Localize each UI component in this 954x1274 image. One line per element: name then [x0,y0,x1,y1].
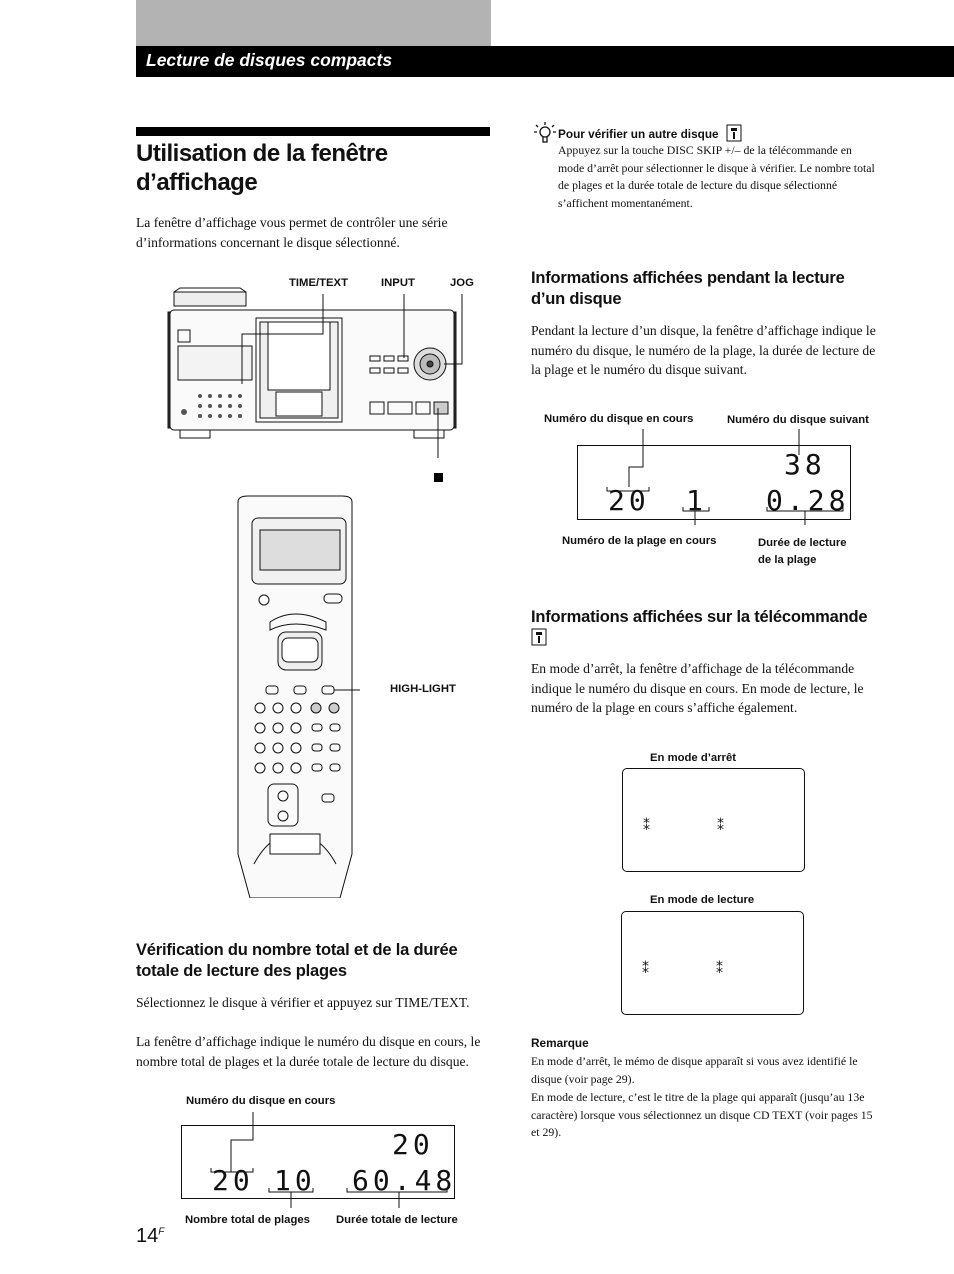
display1-label-next: Numéro du disque suivant [727,414,869,426]
play-mode-marker-2: ⁑ [716,960,723,976]
stop-symbol [434,473,443,482]
cd-player-figure [160,272,490,494]
lightbulb-icon [532,120,556,146]
stop-mode-marker-2: ⁑ [717,817,724,833]
section-total-para1: Sélectionnez le disque à vérifier et appuyez sur TIME/TEXT. [136,995,470,1010]
play-mode-label: En mode de lecture [650,894,755,906]
display2-label-tracks: Nombre total de plages [185,1214,310,1226]
cd-player-illustration [160,272,490,494]
section-title: Lecture de disques compacts [146,50,393,70]
display2-label-disc: Numéro du disque en cours [186,1095,336,1107]
remark-para2: En mode de lecture, c’est le titre de la plage qui apparaît (jusqu’au 13e caractère) lorsque vous sélectionnez un disque CD TEXT (voir pages 15 et 29). [531,1090,873,1140]
time-text-label: TIME/TEXT [289,277,348,289]
remark-title: Remarque [531,1036,589,1050]
header-gray-tab [136,0,491,46]
section-remote-text: En mode d’arrêt, la fenêtre d’affichage de la télécommande indique le numéro du disque en cours. En mode de lecture, le numéro de la plage en cours s’affiche également. [531,661,864,715]
remark-para1: En mode d’arrêt, le mémo de disque apparaît si vous avez identifié le disque (voir page 29). [531,1054,858,1086]
display2-label-time: Durée totale de lecture [336,1214,458,1226]
display1-track: 1 [686,484,707,517]
display1-callouts [577,425,849,535]
display1-label-time [758,535,847,569]
page-title: Utilisation de la fenêtre d’affichage [136,140,388,196]
section-remote-title [531,607,891,650]
display2-time: 60.48 [352,1164,457,1197]
section-remote-title-text: Informations affichées sur la télécommande [531,608,868,626]
page-number-suffix: F [158,1226,165,1238]
stop-mode-display [622,768,805,872]
remote-figure [230,494,480,898]
section-total-title: Vérification du nombre total et de la durée totale de lecture des plages [136,941,458,980]
header-bar [136,46,954,77]
display2-callouts [181,1110,453,1220]
section-playback-title: Informations affichées pendant la lecture d’un disque [531,269,845,308]
stop-mode-marker-1: ⁑ [643,817,650,833]
display2-tracks: 10 [274,1164,316,1197]
display2-disc: 20 [212,1164,254,1197]
page-number [136,1225,164,1248]
intro-paragraph: La fenêtre d’affichage vous permet de contrôler une série d’informations concernant le disque sélectionné. [136,215,448,250]
stop-mode-label: En mode d’arrêt [650,752,737,764]
tip-text: Appuyez sur la touche DISC SKIP +/– de la télécommande en mode d’arrêt pour sélectionner le disque à vérifier. Le nombre total de plages et la durée totale de lecture du disque sélectionné s’affichent momentanément. [558,143,875,210]
display1-label-time-line1: Durée de lecture [758,537,847,549]
high-light-label: HIGH-LIGHT [390,683,456,695]
section-playback-text: Pendant la lecture d’un disque, la fenêtre d’affichage indique le numéro du disque, le numéro de la plage, la durée de lecture de la plage et le numéro du disque suivant. [531,323,876,377]
remote-icon [531,628,547,646]
display1-label-track: Numéro de la plage en cours [562,535,717,547]
display1-disc: 20 [608,484,650,517]
remote-control-illustration [230,494,360,898]
tip-title-row [558,124,742,142]
play-mode-display [621,911,804,1015]
page-number-value: 14 [136,1225,159,1247]
input-label: INPUT [381,277,415,289]
display1-next-value: 38 [784,448,826,481]
display1-label-time-line2: de la plage [758,554,817,566]
title-rule [136,127,490,136]
play-mode-marker-1: ⁑ [642,960,649,976]
section-total-para2: La fenêtre d’affichage indique le numéro du disque en cours, le nombre total de plages et la durée totale de lecture du disque. [136,1034,481,1069]
display1-time: 0.28 [766,484,850,517]
display2-top-value: 20 [392,1128,434,1161]
display1-label-disc: Numéro du disque en cours [544,413,694,425]
tip-title: Pour vérifier un autre disque [558,127,719,141]
jog-label: JOG [450,277,474,289]
remote-icon [726,124,742,142]
